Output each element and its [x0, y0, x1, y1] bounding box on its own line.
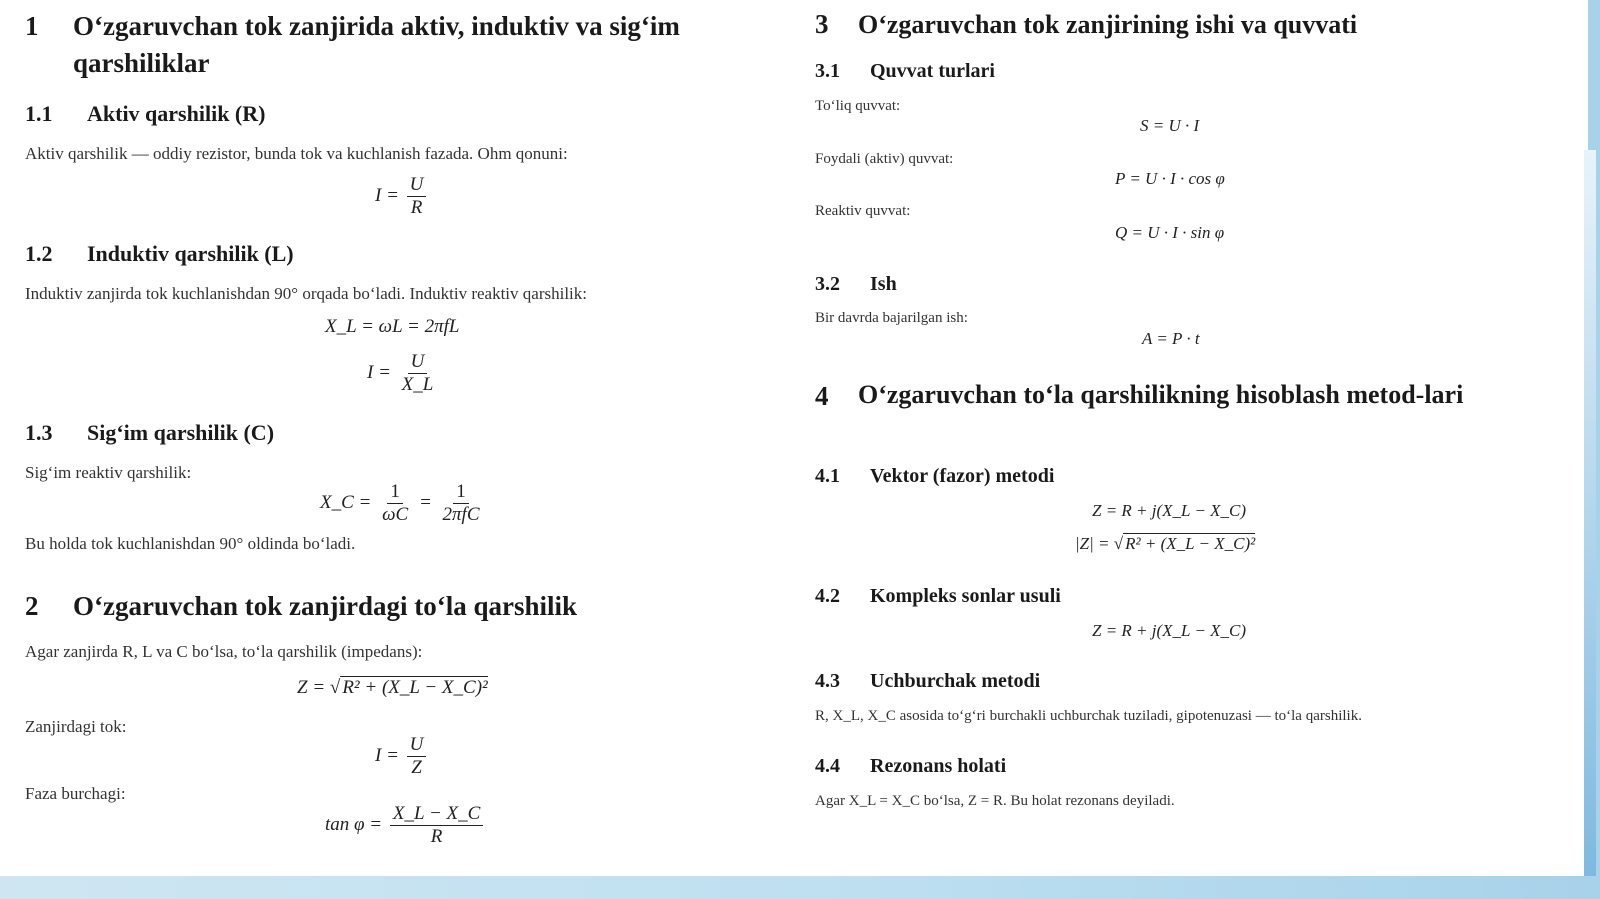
section-1-3-text-2: Bu holda tok kuchlanishdan 90° oldinda bo‘ladi. [25, 534, 356, 553]
inductive-reactance-equation: X_L = ωL = 2πfL [325, 316, 460, 337]
full-power-equation: S = U · I [1140, 116, 1200, 135]
phase-angle-equation: tan φ = $\frac{X\_L - X\_C}{R}$ [325, 803, 486, 848]
active-power-label: Foydali (aktiv) quvvat: [815, 151, 954, 167]
work-equation: A = P · t [1142, 329, 1200, 348]
section-4-3-heading: 4.3 Uchburchak metodi [815, 670, 1041, 692]
section-2-text-phase: Faza burchagi: [25, 784, 126, 803]
section-4-2-heading: 4.2 Kompleks sonlar usuli [815, 585, 1061, 607]
circuit-current-equation: I = $\frac{U}{Z}$ [375, 734, 429, 779]
impedance-equation: Z = √ R² + (X_L − X_C)² [297, 677, 488, 698]
section-1-2-heading: 1.2 Induktiv qarshilik (L) [25, 241, 294, 266]
section-4-heading: 4 O‘zgaruvchan to‘la qarshilikning hisoblash metod-lari [815, 380, 1464, 411]
section-1-3-heading: 1.3 Sig‘im qarshilik (C) [25, 420, 275, 445]
section-2-text: Agar zanjirda R, L va C bo‘lsa, to‘la qarshilik (impedans): [25, 642, 423, 661]
section-2-heading: 2 O‘zgaruvchan tok zanjirdagi to‘la qarshilik [25, 591, 578, 621]
ohm-law-equation: I = $\frac{U}{R}$ [375, 174, 429, 219]
section-1-3-text: Sig‘im reaktiv qarshilik: [25, 463, 192, 482]
section-2-text-current: Zanjirdagi tok: [25, 717, 127, 736]
impedance-magnitude-equation: |Z| = √ R² + (X_L − X_C)² [1075, 534, 1256, 553]
capacitive-reactance-equation: X_C = $\frac{1}{\omega C}$ = $\frac{1}{\text{2πfC}}$ [320, 481, 480, 525]
reactive-power-equation: Q = U · I · sin φ [1115, 223, 1225, 242]
section-1-heading: 1 O‘zgaruvchan tok zanjirida aktiv, induktiv va sig‘im qarshiliklar [25, 11, 680, 78]
inductive-current-equation: I = $\frac{U}{X\_L}$ [367, 351, 434, 395]
full-power-label: To‘liq quvvat: [815, 98, 901, 114]
section-1-2-text: Induktiv zanjirda tok kuchlanishdan 90° orqada bo‘ladi. Induktiv reaktiv qarshilik: [25, 284, 587, 303]
section-3-heading: 3 O‘zgaruvchan tok zanjirining ishi va quvvati [815, 9, 1358, 39]
section-4-4-text: Agar X_L = X_C bo‘lsa, Z = R. Bu holat rezonans deyiladi. [815, 793, 1175, 809]
section-4-4-heading: 4.4 Rezonans holati [815, 755, 1007, 777]
section-1-1-heading: 1.1 Aktiv qarshilik (R) [25, 101, 266, 126]
section-3-2-text: Bir davrda bajarilgan ish: [815, 310, 968, 326]
section-3-2-heading: 3.2 Ish [815, 273, 897, 295]
section-4-3-text: R, X_L, X_C asosida to‘g‘ri burchakli uchburchak tuziladi, gipotenuzasi — to‘la qarshilik. [815, 708, 1362, 724]
complex-impedance-equation: Z = R + j(X_L − X_C) [1092, 621, 1247, 640]
reactive-power-label: Reaktiv quvvat: [815, 203, 911, 219]
section-4-1-heading: 4.1 Vektor (fazor) metodi [815, 465, 1055, 487]
section-3-1-heading: 3.1 Quvvat turlari [815, 60, 995, 82]
section-1-1-text: Aktiv qarshilik — oddiy rezistor, bunda tok va kuchlanish fazada. Ohm qonuni: [25, 144, 568, 163]
active-power-equation: P = U · I · cos φ [1115, 169, 1225, 188]
vector-impedance-equation: Z = R + j(X_L − X_C) [1092, 501, 1247, 520]
